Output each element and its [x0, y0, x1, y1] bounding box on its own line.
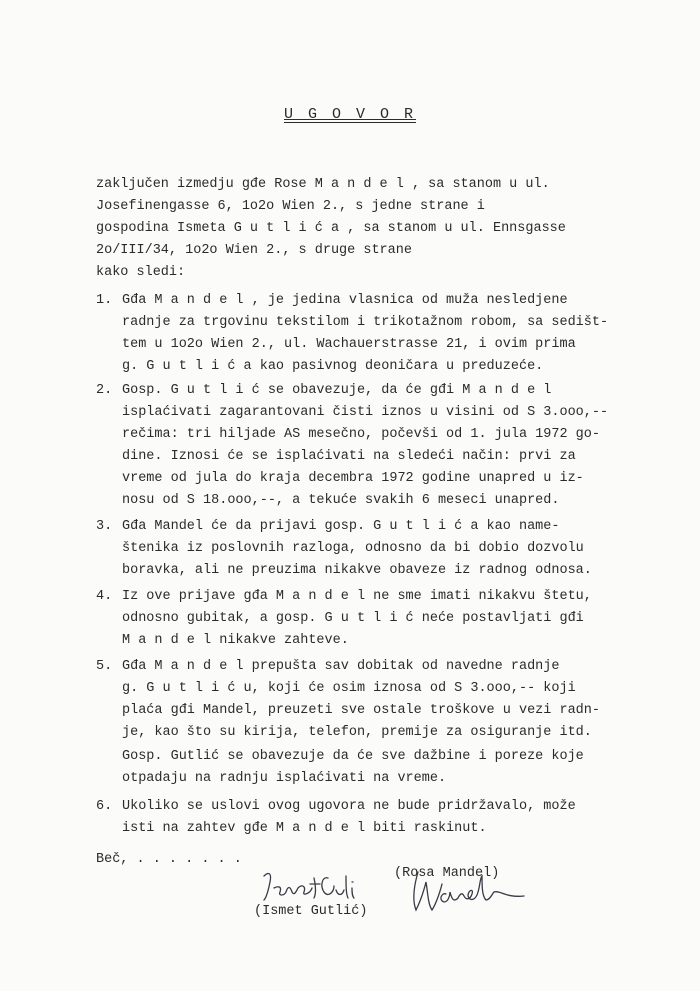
clause-text: Iz ove prijave gđa M a n d e l ne sme imati nikakvu štetu, odnosno gubitak, a gosp. G u t l i ć neće postavljati gđi M a n d e l nikakve zahteve.	[122, 589, 592, 648]
intro-paragraph: zaključen izmedju gđe Rose M a n d e l , sa stanom u ul. Josefinengasse 6, 1o2o Wien 2., s jedne strane i gospodina Ismeta G u t l i ć a , sa stanom u ul. Ennsgasse 2o/III/34, 1o2o Wien 2., s druge strane kako sledi:	[96, 177, 566, 280]
signature-rosa-name: (Rosa Mandel)	[394, 866, 500, 881]
clause-4	[96, 586, 616, 652]
clause-number: 5.	[96, 659, 113, 674]
clause-1	[96, 290, 616, 378]
clause-number: 1.	[96, 293, 113, 308]
document-title-wrap	[0, 106, 700, 123]
clause-number: 2.	[96, 383, 113, 398]
clause-6	[96, 796, 616, 840]
signature-ismet-handwritten	[258, 868, 378, 904]
clause-5-paragraph-2: Gosp. Gutlić se obavezuje da će sve dažbine i poreze koje otpadaju na radnju isplaćivati na vreme.	[122, 749, 584, 786]
clause-number: 6.	[96, 799, 113, 814]
clause-text: Gđa M a n d e l , je jedina vlasnica od muža nesledjene radnje za trgovinu tekstilom i trikotažnom robom, sa sedišt- tem u 1o2o Wien 2., ul. Wachauerstrasse 21, i ovim prima g. G u t l i ć a kao pasivnog deoničara u preduzeće.	[122, 293, 609, 374]
clause-number: 4.	[96, 589, 113, 604]
clause-text: Ukoliko se uslovi ovog ugovora ne bude pridržavalo, može isti na zahtev gđe M a n d e l biti raskinut.	[122, 799, 576, 836]
signature-ismet-name: (Ismet Gutlić)	[254, 904, 368, 919]
clause-text: Gđa Mandel će da prijavi gosp. G u t l i ć a kao name- štenika iz poslovnih razloga, odnosno da bi dobio dozvolu boravka, ali ne preuzima nikakve obaveze iz radnog odnosa.	[122, 519, 592, 578]
clause-text: Gosp. G u t l i ć se obavezuje, da će gđi M a n d e l isplaćivati zagarantovani čisti iznos u visini od S 3.ooo,-- rečima: tri hiljade AS mesečno, počevši od 1. jula 1972 go- dine. Iznosi će se isplaćivati na sledeći način: prvi za vreme od jula do kraja decembra 1972 godine unapred u iz- nosu od S 18.ooo,--, a tekuće svakih 6 meseci unapred.	[122, 383, 609, 508]
clause-text: Gđa M a n d e l prepušta sav dobitak od navedne radnje g. G u t l i ć u, koji će osim iznosa od S 3.ooo,-- koji plaća gđi Mandel, preuzeti sve ostale troškove u vezi radn- je, kao što su kirija, telefon, premije za osiguranje itd.	[122, 659, 600, 740]
clause-5	[96, 656, 616, 744]
document-title: U G O V O R	[283, 106, 417, 123]
clause-number: 3.	[96, 519, 113, 534]
place-date-line: Beč, . . . . . . .	[96, 852, 242, 867]
clause-2	[96, 380, 616, 512]
clause-3	[96, 516, 616, 582]
